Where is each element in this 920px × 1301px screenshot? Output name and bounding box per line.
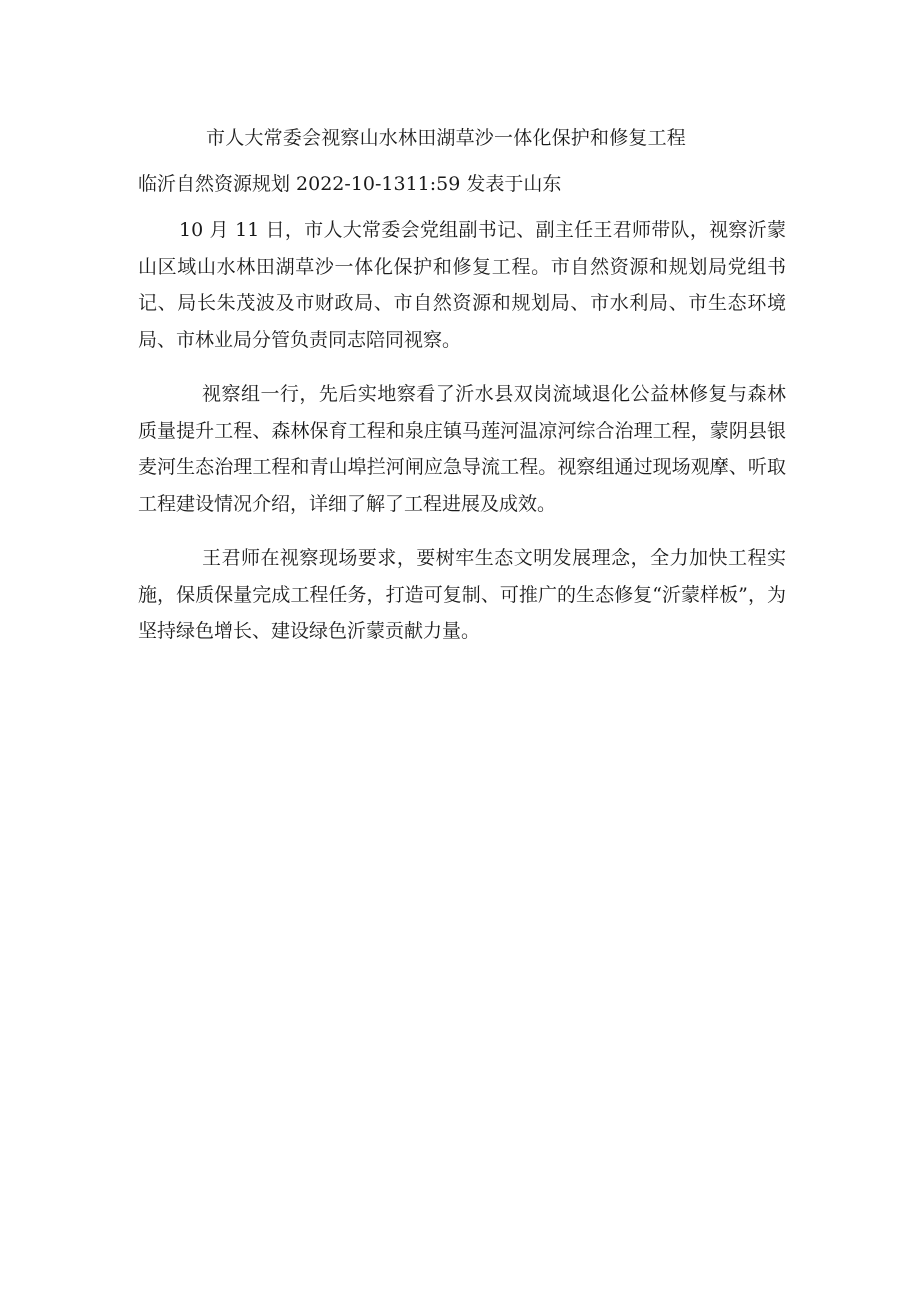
- paragraph-3: 王君师在视察现场要求，要树牢生态文明发展理念，全力加快工程实施，保质保量完成工程任务，打造可复制、可推广的生态修复“沂蒙样板”，为坚持绿色增长、建设绿色沂蒙贡献力量。: [138, 547, 786, 642]
- article-title: 市人大常委会视察山水林田湖草沙一体化保护和修复工程: [206, 127, 687, 149]
- paragraph-1: 10 月 11 日，市人大常委会党组副书记、副主任王君师带队，视察沂蒙山区域山水林田湖草沙一体化保护和修复工程。市自然资源和规划局党组书记、局长朱茂波及市财政局、市自然资源和规划局、市水利局、市生态环境局、市林业局分管负责同志陪同视察。: [138, 219, 786, 351]
- paragraph-2: 视察组一行，先后实地察看了沂水县双岗流域退化公益林修复与森林质量提升工程、森林保育工程和泉庄镇马莲河温凉河综合治理工程，蒙阴县银麦河生态治理工程和青山埠拦河闸应急导流工程。视察组通过现场观摩、听取工程建设情况介绍，详细了解了工程进展及成效。: [138, 383, 786, 515]
- article-body: [138, 212, 786, 668]
- article-byline: 临沂自然资源规划 2022-10-1311:59 发表于山东: [138, 173, 562, 195]
